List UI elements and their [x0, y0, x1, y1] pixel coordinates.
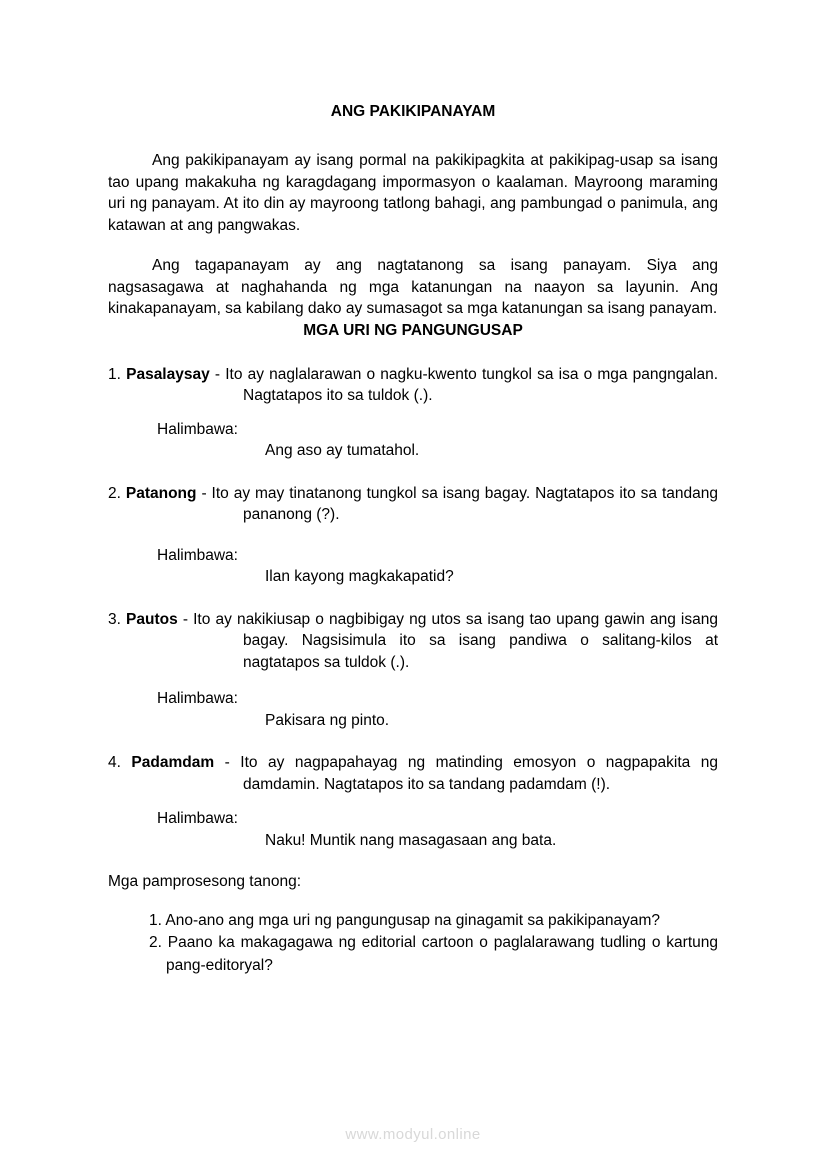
- sentence-type-item-1: [108, 364, 718, 407]
- item-number: 3.: [108, 610, 121, 628]
- item-term: Pautos: [126, 610, 178, 628]
- item-number: 1.: [108, 365, 121, 383]
- section-title: MGA URI NG PANGUNGUSAP: [303, 321, 523, 339]
- example-label: Halimbawa:: [157, 546, 238, 564]
- example-block-4: [108, 808, 718, 851]
- item-separator: -: [182, 610, 189, 628]
- item-term: Pasalaysay: [126, 365, 210, 383]
- question-number: 1.: [149, 911, 162, 929]
- intro-paragraph-1: Ang pakikipanayam ay isang pormal na pakikipagkita at pakikipag-usap sa isang tao upang makakuha ng karagdagang impormasyon o kaalaman. Mayroong maraming uri ng panayam. At ito din ay mayroong tatlong bahagi, ang pambungad o panimula, ang katawan at ang pangwakas.: [108, 152, 718, 234]
- item-definition: Ito ay may tinatanong tungkol sa isang bagay. Nagtatapos ito sa tandang pananong (?).: [211, 484, 718, 523]
- example-text: Pakisara ng pinto.: [265, 711, 390, 729]
- example-label: Halimbawa:: [157, 810, 238, 827]
- example-label: Halimbawa:: [157, 690, 238, 707]
- sentence-type-item-4: [108, 752, 718, 795]
- sentence-type-item-3: [108, 609, 718, 674]
- process-questions-label: Mga pamprosesong tanong:: [108, 873, 302, 890]
- example-text: Ang aso ay tumatahol.: [265, 442, 420, 459]
- example-text: Ilan kayong magkakapatid?: [265, 568, 454, 585]
- intro-paragraph-2: Ang tagapanayam ay ang nagtatanong sa isang panayam. Siya ang nagsasagawa at naghahanda ng mga katanungan na naayon sa layunin. Ang kinakapanayam, sa kabilang dako ay sumasagot sa mga katanungan sa isang panayam.: [108, 257, 718, 317]
- item-separator: -: [224, 754, 230, 771]
- item-definition: Ito ay nakikiusap o nagbibigay ng utos sa isang tao upang gawin ang isang bagay. Nagsisimula ito sa isang pandiwa o salitang-kilos at nagtatapos sa tuldok (.).: [193, 610, 718, 671]
- watermark: www.modyul.online: [345, 1126, 481, 1143]
- item-term: Patanong: [125, 484, 197, 502]
- example-label: Halimbawa:: [157, 420, 238, 438]
- item-definition: Ito ay naglalarawan o nagku-kwento tungkol sa isa o mga pangngalan. Nagtatapos ito sa tuldok (.).: [225, 365, 719, 404]
- item-definition: Ito ay nagpapahayag ng matinding emosyon o nagpapakita ng damdamin. Nagtatapos ito sa tandang padamdam (!).: [240, 754, 718, 793]
- process-question-2: [149, 932, 718, 977]
- question-text: Paano ka makagagawa ng editorial cartoon o paglalarawang tudling o kartung pang-editoryal?: [166, 934, 718, 974]
- item-separator: -: [201, 484, 207, 502]
- item-separator: -: [214, 365, 221, 383]
- question-text: Ano-ano ang mga uri ng pangungusap na ginagamit sa pakikipanayam?: [165, 911, 661, 929]
- question-number: 2.: [149, 934, 162, 951]
- document-title: ANG PAKIKIPANAYAM: [330, 103, 496, 120]
- sentence-type-item-2: [108, 483, 718, 526]
- item-term: Padamdam: [131, 754, 215, 771]
- example-block-2: [108, 545, 718, 588]
- example-block-3: [108, 688, 718, 731]
- example-text: Naku! Muntik nang masagasaan ang bata.: [265, 831, 557, 849]
- item-number: 2.: [108, 484, 121, 502]
- example-block-1: [108, 419, 718, 462]
- process-question-1: [149, 910, 718, 933]
- item-number: 4.: [108, 754, 121, 771]
